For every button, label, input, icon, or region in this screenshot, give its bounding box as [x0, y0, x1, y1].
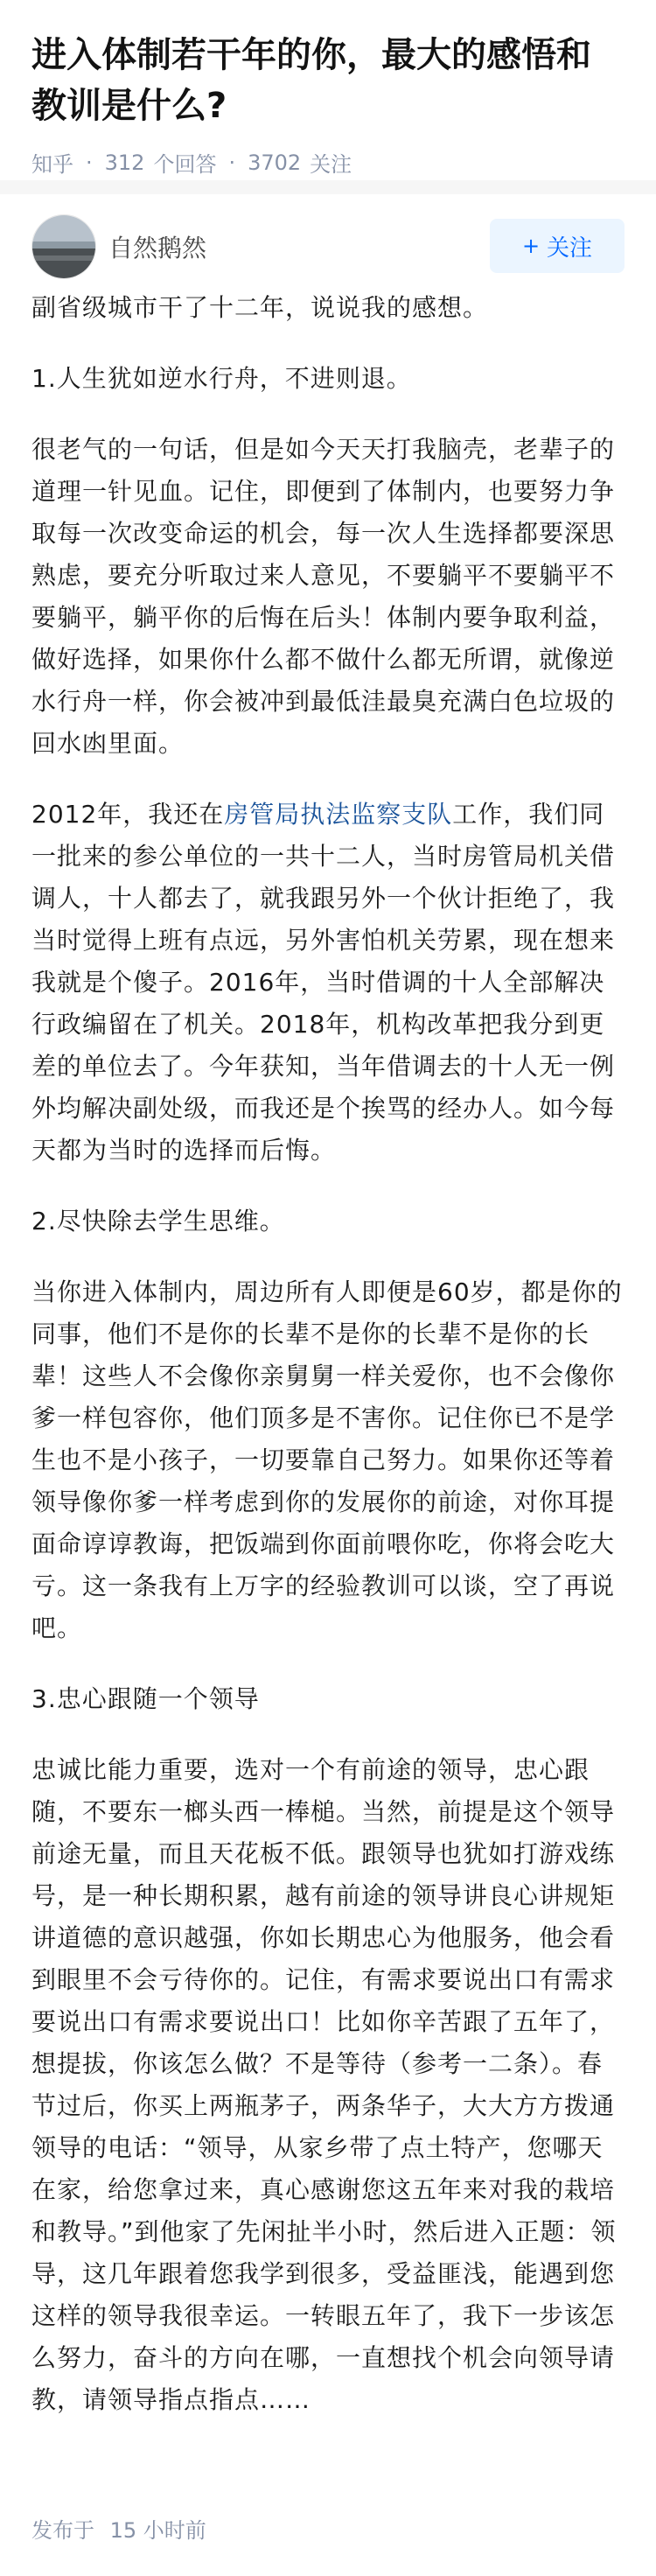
answer-heading: 1.人生犹如逆水行舟，不进则退。: [31, 364, 412, 393]
separator-dot: ·: [86, 150, 93, 175]
text-span: 2012年，我还在: [31, 800, 225, 829]
plus-icon: +: [521, 234, 541, 258]
author-name[interactable]: 自然鹅然: [108, 234, 207, 262]
source-label[interactable]: 知乎: [31, 152, 73, 177]
publish-info: [31, 2513, 206, 2544]
follow-label: 关注: [547, 234, 593, 262]
section-divider: [0, 180, 656, 194]
avatar[interactable]: [31, 214, 96, 279]
answer-paragraph: 忠诚比能力重要，选对一个有前途的领导，忠心跟随，不要东一榔头西一棒槌。当然，前提是这个领导前途无量，而且天花板不低。跟领导也犹如打游戏练号，是一种长期积累，越有前途的领导讲良心讲规矩讲道德的意识越强，你如长期忠心为他服务，他会看到眼里不会亏待你的。记住，有需求要说出口有需求要说出口有需求要说出口！比如你辛苦跟了五年了，想提拔，你该怎么做？不是等待（参考一二条）。春节过后，你买上两瓶茅子，两条华子，大大方方拨通领导的电话：“领导，从家乡带了点土特产，您哪天在家，给您拿过来，真心感谢您这五年来对我的栽培和教导。”到他家了先闲扯半小时，然后进入正题：领导，这几年跟着您我学到很多，受益匪浅，能遇到您这样的领导我很幸运。一转眼五年了，我下一步该怎么努力，奋斗的方向在哪，一直想找个机会向领导请教，请领导指点指点……: [31, 1755, 617, 2414]
answer-paragraph: 当你进入体制内，周边所有人即便是60岁，都是你的同事，他们不是你的长辈不是你的长辈不是你的长辈！这些人不会像你亲舅舅一样关爱你，也不会像你爹一样包容你，他们顶多是不害你。记住你已不是学生也不是小孩子，一切要靠自己努力。如果你还等着领导像你爹一样考虑到你的发展你的前途，对你耳提面命谆谆教诲，把饭端到你面前喂你吃，你将会吃大亏。这一条我有上万字的经验教训可以谈，空了再说吧。: [31, 1278, 623, 1642]
published-label: 发布于: [31, 2518, 94, 2543]
published-time: 15 小时前: [109, 2518, 206, 2543]
answers-count[interactable]: 312: [104, 150, 145, 175]
author-row: [31, 212, 625, 282]
separator-dot: ·: [228, 150, 236, 175]
question-title[interactable]: 进入体制若干年的你，最大的感悟和教训是什么?: [31, 35, 591, 126]
answer-paragraph: 很老气的一句话，但是如今天天打我脑壳，老辈子的道理一针见血。记住，即便到了体制内，也要努力争取每一次改变命运的机会，每一次人生选择都要深思熟虑，要充分听取过来人意见，不要躺平不要躺平不要躺平，躺平你的后悔在后头！体制内要争取利益，做好选择，如果你什么都不做什么都无所谓，就像逆水行舟一样，你会被冲到最低洼最臭充满白色垃圾的回水凼里面。: [31, 435, 616, 758]
answers-label[interactable]: 个回答: [153, 152, 217, 177]
answer-paragraph: 副省级城市干了十二年，说说我的感想。: [31, 293, 489, 322]
answer-heading: 3.忠心跟随一个领导: [31, 1684, 260, 1713]
follows-count[interactable]: 3702: [248, 150, 302, 175]
keyword-link[interactable]: 房管局执法监察支队: [224, 800, 453, 829]
text-span: 工作，我们同一批来的参公单位的一共十二人，当时房管局机关借调人，十人都去了，就我跟另外一个伙计拒绝了，我当时觉得上班有点远，另外害怕机关劳累，现在想来我就是个傻子。2016年，当时借调的十人全部解决行政编留在了机关。2018年，机构改革把我分到更差的单位去了。今年获知，当年借调去的十人无一例外均解决副处级，而我还是个挨骂的经办人。如今每天都为当时的选择而后悔。: [31, 800, 616, 1165]
answer-content: [31, 287, 625, 2421]
answer-paragraph: [31, 794, 625, 1172]
follow-button[interactable]: [490, 219, 625, 273]
question-meta: [31, 147, 625, 178]
answer-heading: 2.尽快除去学生思维。: [31, 1207, 285, 1236]
follows-label[interactable]: 关注: [310, 152, 352, 177]
avatar-image: [32, 215, 95, 278]
